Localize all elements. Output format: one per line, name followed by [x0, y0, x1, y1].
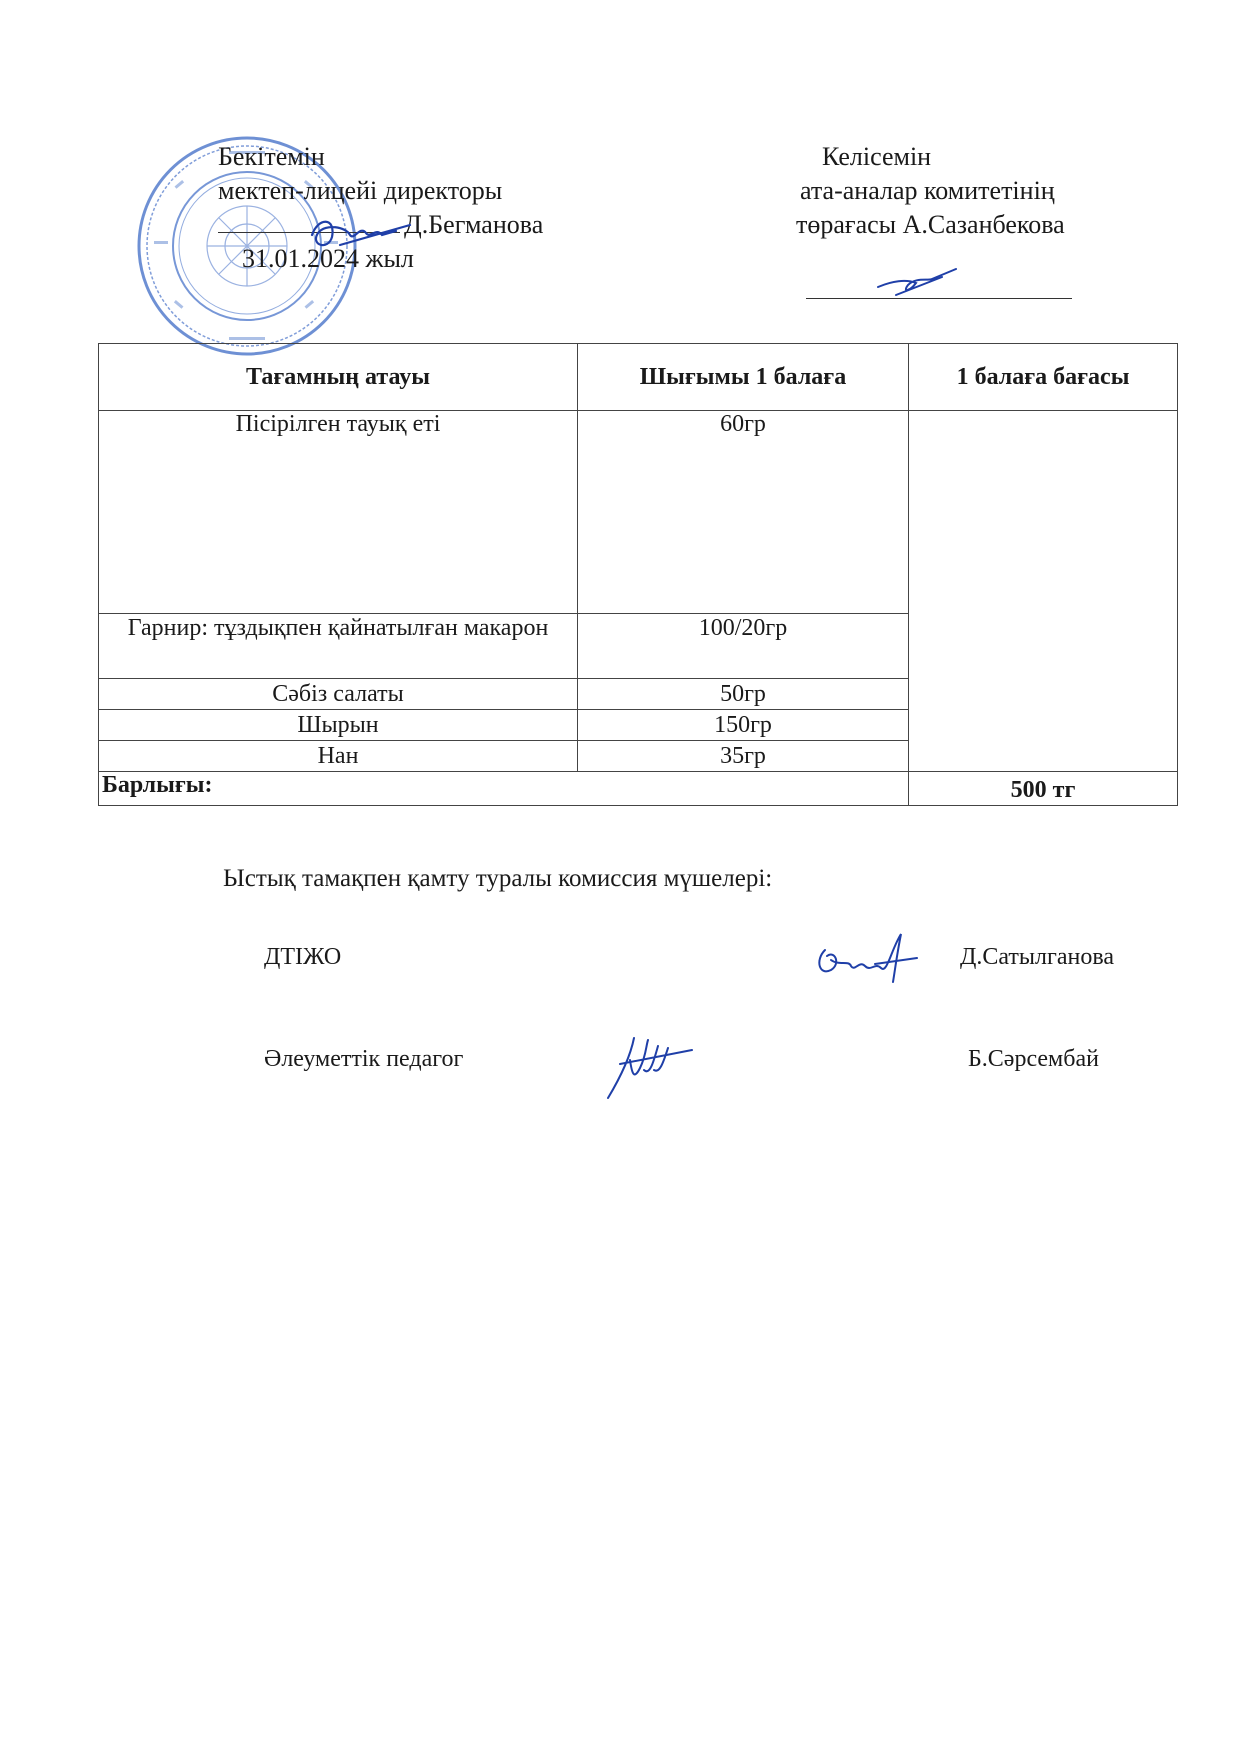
approval-title: Бекітемін: [218, 142, 325, 171]
dish-name-cell: Сәбіз салаты: [99, 679, 578, 710]
dish-name-cell: Нан: [99, 741, 578, 772]
agreement-name: төрағасы А.Сазанбекова: [796, 210, 1065, 239]
approval-position: мектеп-лицейі директоры: [218, 176, 503, 205]
total-label: Барлығы:: [99, 772, 909, 806]
committee-signature-icon: [872, 263, 972, 303]
director-signature-icon: [300, 205, 430, 265]
menu-table: [98, 343, 1178, 806]
dish-name-cell: Пісірілген тауық еті: [99, 411, 578, 614]
dish-name-cell: Гарнир: тұздықпен қайнатылған макарон: [99, 614, 578, 679]
agreement-block: [796, 140, 1065, 242]
commission-title: Ыстық тамақпен қамту туралы комиссия мүшелері:: [223, 865, 773, 892]
header-yield: Шығымы 1 балаға: [578, 344, 909, 411]
member-signature-icon: [600, 1030, 700, 1100]
member-role: Әлеуметтік педагог: [264, 1046, 464, 1072]
table-row: [99, 411, 1178, 614]
dish-yield-cell: 60гр: [578, 411, 909, 614]
approval-name: Д.Бегманова: [404, 210, 544, 239]
dish-yield-cell: 35гр: [578, 741, 909, 772]
dish-yield-cell: 50гр: [578, 679, 909, 710]
dish-name-cell: Шырын: [99, 710, 578, 741]
header-dish-name: Тағамның атауы: [99, 344, 578, 411]
table-total-row: [99, 772, 1178, 806]
member-name: Б.Сәрсембай: [968, 1046, 1099, 1072]
agreement-title: Келісемін: [822, 142, 932, 171]
agreement-position: ата-аналар комитетінің: [800, 176, 1055, 205]
dish-yield-cell: 100/20гр: [578, 614, 909, 679]
price-merged-cell: [909, 411, 1178, 772]
approval-date: 31.01.2024 жыл: [242, 244, 414, 273]
total-value: 500 тг: [909, 772, 1178, 806]
member-name: Д.Сатылганова: [960, 944, 1115, 970]
dish-yield-cell: 150гр: [578, 710, 909, 741]
member-role: ДТІЖО: [264, 944, 342, 970]
member-signature-icon: [805, 920, 925, 995]
table-header-row: [99, 344, 1178, 411]
header-price: 1 балаға бағасы: [909, 344, 1178, 411]
